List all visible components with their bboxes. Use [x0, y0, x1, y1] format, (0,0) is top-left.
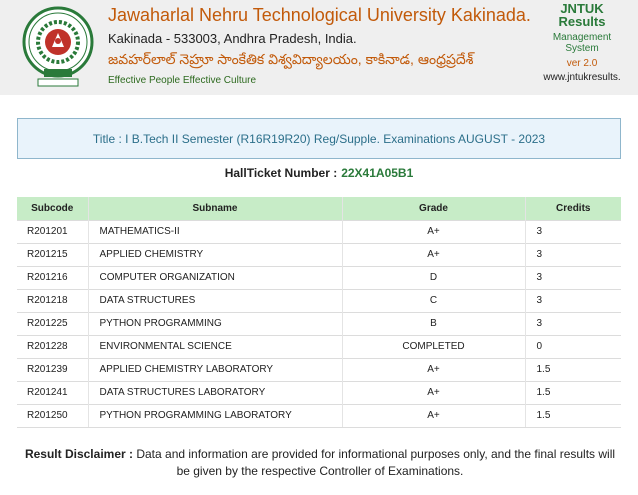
- cell-subcode: R201239: [17, 358, 88, 381]
- disclaimer-label: Result Disclaimer :: [24, 447, 133, 461]
- cell-subname: PYTHON PROGRAMMING LABORATORY: [88, 404, 342, 427]
- cell-subname: APPLIED CHEMISTRY: [88, 243, 342, 266]
- table-row: [17, 289, 621, 312]
- cell-credits: 3: [525, 312, 621, 335]
- cell-grade: B: [342, 312, 525, 335]
- university-motto: Effective People Effective Culture: [108, 75, 257, 86]
- brand-line-1: JNTUK: [560, 1, 604, 16]
- cell-subcode: R201250: [17, 404, 88, 427]
- cell-subname: DATA STRUCTURES LABORATORY: [88, 381, 342, 404]
- brand-subtitle-line-1: Management: [552, 32, 612, 43]
- cell-grade: A+: [342, 220, 525, 243]
- university-address: Kakinada - 533003, Andhra Pradesh, India.: [108, 31, 357, 46]
- table-row: [17, 335, 621, 358]
- cell-subcode: R201215: [17, 243, 88, 266]
- cell-grade: A+: [342, 404, 525, 427]
- cell-subname: COMPUTER ORGANIZATION: [88, 266, 342, 289]
- cell-credits: 1.5: [525, 404, 621, 427]
- table-row: [17, 404, 621, 427]
- cell-grade: A+: [342, 358, 525, 381]
- brand-subtitle-line-2: System: [565, 43, 599, 54]
- hallticket-number: 22X41A05B1: [341, 166, 414, 180]
- brand-line-2: Results: [558, 14, 606, 29]
- cell-subname: APPLIED CHEMISTRY LABORATORY: [88, 358, 342, 381]
- column-header-subname: Subname: [88, 197, 342, 220]
- university-name: Jawaharlal Nehru Technological University Kakinada.: [108, 5, 531, 25]
- cell-subname: PYTHON PROGRAMMING: [88, 312, 342, 335]
- table-row: [17, 220, 621, 243]
- cell-subcode: R201216: [17, 266, 88, 289]
- university-name-telugu: జవహర్‌లాల్ నెహ్రూ సాంకేతిక విశ్వవిద్యాలయం, కాకినాడ, ఆంధ్రప్రదేశ్: [108, 51, 474, 67]
- cell-credits: 3: [525, 220, 621, 243]
- cell-subname: DATA STRUCTURES: [88, 289, 342, 312]
- cell-grade: A+: [342, 381, 525, 404]
- cell-credits: 3: [525, 289, 621, 312]
- result-disclaimer: [20, 446, 620, 480]
- cell-grade: A+: [342, 243, 525, 266]
- university-seal-icon: [22, 5, 94, 89]
- results-table: [17, 197, 621, 428]
- table-header-row: [17, 197, 621, 220]
- brand-block: [532, 2, 632, 83]
- column-header-subcode: Subcode: [17, 197, 88, 220]
- cell-subname: ENVIRONMENTAL SCIENCE: [88, 335, 342, 358]
- cell-subcode: R201218: [17, 289, 88, 312]
- cell-credits: 0: [525, 335, 621, 358]
- cell-subcode: R201225: [17, 312, 88, 335]
- cell-credits: 3: [525, 243, 621, 266]
- brand-version: ver 2.0: [566, 58, 598, 69]
- cell-grade: COMPLETED: [342, 335, 525, 358]
- cell-grade: D: [342, 266, 525, 289]
- hallticket-label: HallTicket Number :: [224, 166, 338, 180]
- cell-grade: C: [342, 289, 525, 312]
- disclaimer-text: Data and information are provided for informational purposes only, and the final results will be given by the respective Controller of Examinations.: [136, 447, 616, 478]
- hallticket-line: [0, 166, 638, 180]
- site-header: [0, 0, 638, 95]
- table-row: [17, 312, 621, 335]
- cell-credits: 3: [525, 266, 621, 289]
- table-row: [17, 243, 621, 266]
- table-row: [17, 358, 621, 381]
- table-row: [17, 381, 621, 404]
- table-row: [17, 266, 621, 289]
- column-header-grade: Grade: [342, 197, 525, 220]
- cell-subcode: R201228: [17, 335, 88, 358]
- brand-website-link[interactable]: www.jntukresults.: [543, 72, 621, 83]
- column-header-credits: Credits: [525, 197, 621, 220]
- cell-subname: MATHEMATICS-II: [88, 220, 342, 243]
- exam-title: Title : I B.Tech II Semester (R16R19R20) Reg/Supple. Examinations AUGUST - 2023: [17, 118, 621, 159]
- cell-credits: 1.5: [525, 358, 621, 381]
- cell-credits: 1.5: [525, 381, 621, 404]
- cell-subcode: R201201: [17, 220, 88, 243]
- cell-subcode: R201241: [17, 381, 88, 404]
